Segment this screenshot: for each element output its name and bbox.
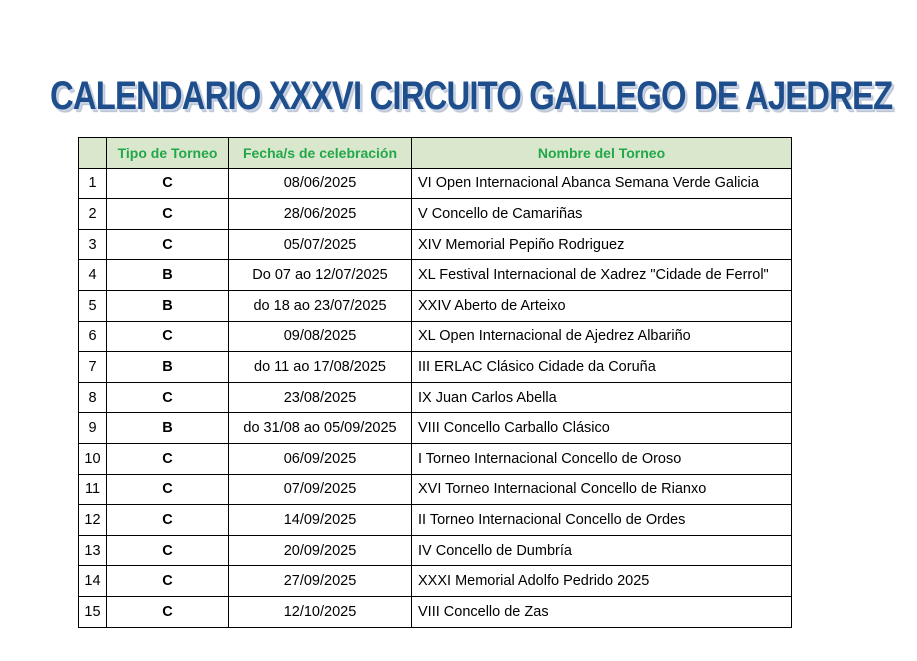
tournament-calendar-table <box>78 137 792 628</box>
row-tournament-type: B <box>107 352 229 383</box>
row-number: 2 <box>79 199 107 230</box>
header-tournament-name: Nombre del Torneo <box>412 138 792 169</box>
table-row <box>79 413 792 444</box>
row-dates: 27/09/2025 <box>229 566 412 597</box>
row-number: 3 <box>79 229 107 260</box>
table-row <box>79 382 792 413</box>
table-row <box>79 199 792 230</box>
row-tournament-name: IV Concello de Dumbría <box>412 535 792 566</box>
row-tournament-type: C <box>107 382 229 413</box>
row-tournament-type: C <box>107 474 229 505</box>
row-tournament-name: XXXI Memorial Adolfo Pedrido 2025 <box>412 566 792 597</box>
row-tournament-type: C <box>107 566 229 597</box>
row-number: 5 <box>79 290 107 321</box>
row-tournament-name: IX Juan Carlos Abella <box>412 382 792 413</box>
table-row <box>79 505 792 536</box>
row-tournament-type: B <box>107 290 229 321</box>
table-header-row <box>79 138 792 169</box>
row-number: 8 <box>79 382 107 413</box>
row-dates: 09/08/2025 <box>229 321 412 352</box>
row-tournament-name: XIV Memorial Pepiño Rodriguez <box>412 229 792 260</box>
row-tournament-type: C <box>107 596 229 627</box>
table-row <box>79 260 792 291</box>
row-tournament-name: XXIV Aberto de Arteixo <box>412 290 792 321</box>
row-tournament-type: C <box>107 443 229 474</box>
row-tournament-name: V Concello de Camariñas <box>412 199 792 230</box>
row-tournament-name: VIII Concello Carballo Clásico <box>412 413 792 444</box>
row-dates: 20/09/2025 <box>229 535 412 566</box>
row-dates: do 18 ao 23/07/2025 <box>229 290 412 321</box>
row-number: 11 <box>79 474 107 505</box>
row-tournament-type: B <box>107 413 229 444</box>
table-row <box>79 352 792 383</box>
row-dates: 05/07/2025 <box>229 229 412 260</box>
row-number: 15 <box>79 596 107 627</box>
row-tournament-name: VIII Concello de Zas <box>412 596 792 627</box>
row-tournament-name: XVI Torneo Internacional Concello de Rianxo <box>412 474 792 505</box>
table-row <box>79 168 792 199</box>
row-tournament-name: XL Open Internacional de Ajedrez Albariño <box>412 321 792 352</box>
row-dates: 08/06/2025 <box>229 168 412 199</box>
row-tournament-name: II Torneo Internacional Concello de Ordes <box>412 505 792 536</box>
header-tournament-type: Tipo de Torneo <box>107 138 229 169</box>
row-tournament-name: XL Festival Internacional de Xadrez "Cidade de Ferrol" <box>412 260 792 291</box>
table-row <box>79 535 792 566</box>
row-number: 1 <box>79 168 107 199</box>
row-dates: 14/09/2025 <box>229 505 412 536</box>
row-number: 7 <box>79 352 107 383</box>
table-row <box>79 321 792 352</box>
row-number: 4 <box>79 260 107 291</box>
row-number: 10 <box>79 443 107 474</box>
page-title: CALENDARIO XXXVI CIRCUITO GALLEGO DE AJEDREZ <box>50 74 893 118</box>
row-dates: 07/09/2025 <box>229 474 412 505</box>
row-tournament-type: C <box>107 168 229 199</box>
row-tournament-name: I Torneo Internacional Concello de Oroso <box>412 443 792 474</box>
header-dates: Fecha/s de celebración <box>229 138 412 169</box>
row-dates: do 31/08 ao 05/09/2025 <box>229 413 412 444</box>
row-number: 13 <box>79 535 107 566</box>
row-dates: 28/06/2025 <box>229 199 412 230</box>
row-tournament-type: B <box>107 260 229 291</box>
header-number <box>79 138 107 169</box>
row-tournament-name: VI Open Internacional Abanca Semana Verde Galicia <box>412 168 792 199</box>
row-tournament-type: C <box>107 229 229 260</box>
row-number: 14 <box>79 566 107 597</box>
row-number: 6 <box>79 321 107 352</box>
table-row <box>79 474 792 505</box>
row-tournament-name: III ERLAC Clásico Cidade da Coruña <box>412 352 792 383</box>
table-row <box>79 443 792 474</box>
table-row <box>79 290 792 321</box>
row-dates: 06/09/2025 <box>229 443 412 474</box>
table-row <box>79 566 792 597</box>
row-number: 9 <box>79 413 107 444</box>
table-row <box>79 229 792 260</box>
row-tournament-type: C <box>107 321 229 352</box>
row-dates: 12/10/2025 <box>229 596 412 627</box>
table-row <box>79 596 792 627</box>
row-tournament-type: C <box>107 505 229 536</box>
row-tournament-type: C <box>107 199 229 230</box>
row-dates: do 11 ao 17/08/2025 <box>229 352 412 383</box>
row-number: 12 <box>79 505 107 536</box>
row-dates: 23/08/2025 <box>229 382 412 413</box>
row-dates: Do 07 ao 12/07/2025 <box>229 260 412 291</box>
row-tournament-type: C <box>107 535 229 566</box>
